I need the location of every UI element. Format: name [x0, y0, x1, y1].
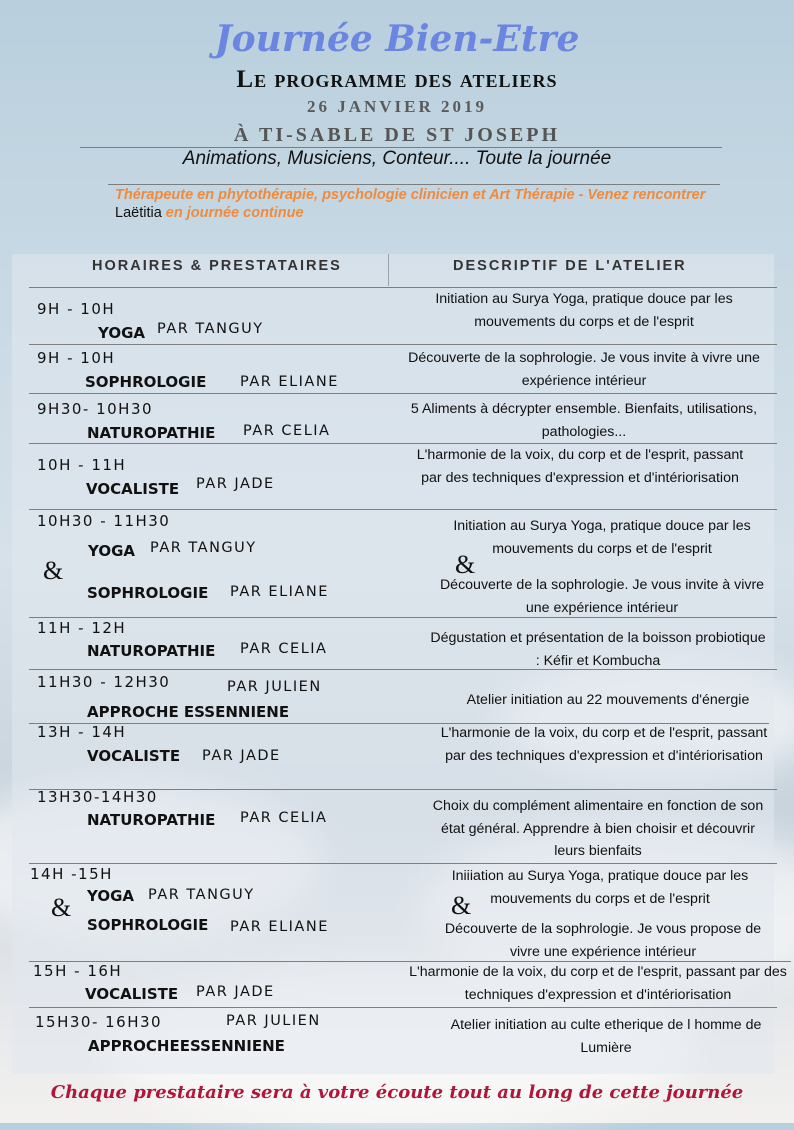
program-subtitle: Le programme des ateliers [236, 66, 558, 93]
session-provider: PAR ELIANE [230, 584, 329, 600]
session-description: Dégustation et présentation de la boisson probiotique : Kéfir et Kombucha [430, 630, 766, 669]
ampersand: & [43, 556, 64, 585]
ampersand: & [451, 891, 472, 920]
session-activity: SOPHROLOGIE [87, 916, 209, 934]
session-time: 9H - 10H [37, 349, 116, 367]
session-provider: PAR CELIA [240, 641, 328, 657]
session-description: Initiation au Surya Yoga, pratique douce par les mouvements du corps et de l'esprit [453, 518, 751, 557]
page-title: Journée Bien-Etre [214, 18, 580, 60]
session-time: 15H - 16H [33, 962, 123, 980]
row-divider [29, 863, 777, 864]
session-activity: VOCALISTE [86, 480, 180, 498]
session-time: 14H -15H [30, 865, 113, 883]
ampersand: & [51, 893, 72, 922]
footer-note: Chaque prestataire sera à votre écoute tout au long de cette journée [50, 1082, 744, 1103]
column-header-schedule: HORAIRES & PRESTATAIRES [92, 258, 342, 274]
session-time: 9H30- 10H30 [37, 400, 154, 418]
session-provider: PAR JADE [196, 476, 275, 492]
session-description: Choix du complément alimentaire en fonction de son état général. Apprendre à bien choisir et découvrir leurs bienfaits [432, 798, 764, 859]
session-description: L'harmonie de la voix, du corp et de l'esprit, passant par des techniques d'expression et d'intériorisation [440, 725, 768, 764]
therapist-text-end: en journée continue [165, 205, 304, 221]
session-provider: PAR ELIANE [230, 919, 329, 935]
session-description: Découverte de la sophrologie. Je vous propose de vivre une expérience intérieur [444, 921, 762, 960]
session-activity: YOGA [88, 542, 135, 560]
session-provider: PAR JULIEN [226, 1013, 321, 1029]
session-description: L'harmonie de la voix, du corp et de l'esprit, passant par des techniques d'expression et d'intériorisation [409, 964, 787, 1003]
session-time: 11H30 - 12H30 [37, 673, 171, 691]
session-provider: PAR JADE [196, 984, 275, 1000]
session-description: Découverte de la sophrologie. Je vous invite à vivre une expérience intérieur [439, 577, 765, 616]
session-time: 13H - 14H [37, 723, 127, 741]
session-provider: PAR JADE [202, 748, 281, 764]
session-description: Atelier initiation au 22 mouvements d'énergie [466, 692, 750, 708]
therapist-text: Thérapeute en phytothérapie, psychologie clinicien et Art Thérapie - Venez rencontrer [115, 187, 706, 203]
session-activity: YOGA [98, 324, 145, 342]
session-provider: PAR JULIEN [227, 679, 322, 695]
session-activity: VOCALISTE [85, 985, 179, 1003]
session-provider: PAR TANGUY [148, 887, 255, 903]
session-time: 10H30 - 11H30 [37, 512, 171, 530]
session-description: Atelier initiation au culte etherique de l homme de Lumière [450, 1017, 762, 1056]
session-provider: PAR CELIA [243, 423, 331, 439]
session-provider: PAR TANGUY [150, 540, 257, 556]
session-activity: APPROCHE ESSENNIENE [87, 703, 290, 721]
session-provider: PAR TANGUY [157, 321, 264, 337]
session-activity: SOPHROLOGIE [85, 373, 207, 391]
session-time: 9H - 10H [37, 300, 116, 318]
session-time: 11H - 12H [37, 619, 127, 637]
session-time: 10H - 11H [37, 456, 127, 474]
session-activity: NATUROPATHIE [87, 424, 216, 442]
session-time: 13H30-14H30 [37, 788, 158, 806]
session-activity: SOPHROLOGIE [87, 584, 209, 602]
session-description: Découverte de la sophrologie. Je vous invite à vivre une expérience intérieur [408, 350, 760, 389]
session-description: Iniiiation au Surya Yoga, pratique douce par les mouvements du corps et de l'esprit [451, 868, 749, 907]
session-activity: NATUROPATHIE [87, 642, 216, 660]
event-date: 26 JANVIER 2019 [306, 97, 488, 116]
session-provider: PAR CELIA [240, 810, 328, 826]
therapist-note [115, 186, 725, 222]
session-description: 5 Aliments à décrypter ensemble. Bienfaits, utilisations, pathologies... [410, 401, 758, 440]
session-activity: APPROCHEESSENNIENE [88, 1037, 285, 1055]
row-divider [29, 509, 777, 510]
session-description: L'harmonie de la voix, du corp et de l'esprit, passant par des techniques d'expression et d'intériorisation [416, 447, 744, 486]
ampersand: & [455, 550, 476, 579]
row-divider [29, 393, 777, 394]
session-provider: PAR ELIANE [240, 374, 339, 390]
therapist-name: Laëtitia [115, 205, 162, 221]
animations-line: Animations, Musiciens, Conteur.... Toute la journée [182, 148, 612, 169]
session-description: Initiation au Surya Yoga, pratique douce par les mouvements du corps et de l'esprit [435, 291, 733, 330]
divider [108, 184, 720, 185]
session-activity: NATUROPATHIE [87, 811, 216, 829]
session-activity: YOGA [87, 887, 134, 905]
session-time: 15H30- 16H30 [35, 1013, 163, 1031]
row-divider [29, 1007, 777, 1008]
column-divider [388, 254, 389, 286]
event-location: À TI-SABLE DE ST JOSEPH [233, 124, 561, 146]
row-divider [29, 344, 777, 345]
column-header-description: DESCRIPTIF DE L'ATELIER [453, 258, 687, 274]
session-activity: VOCALISTE [87, 747, 181, 765]
